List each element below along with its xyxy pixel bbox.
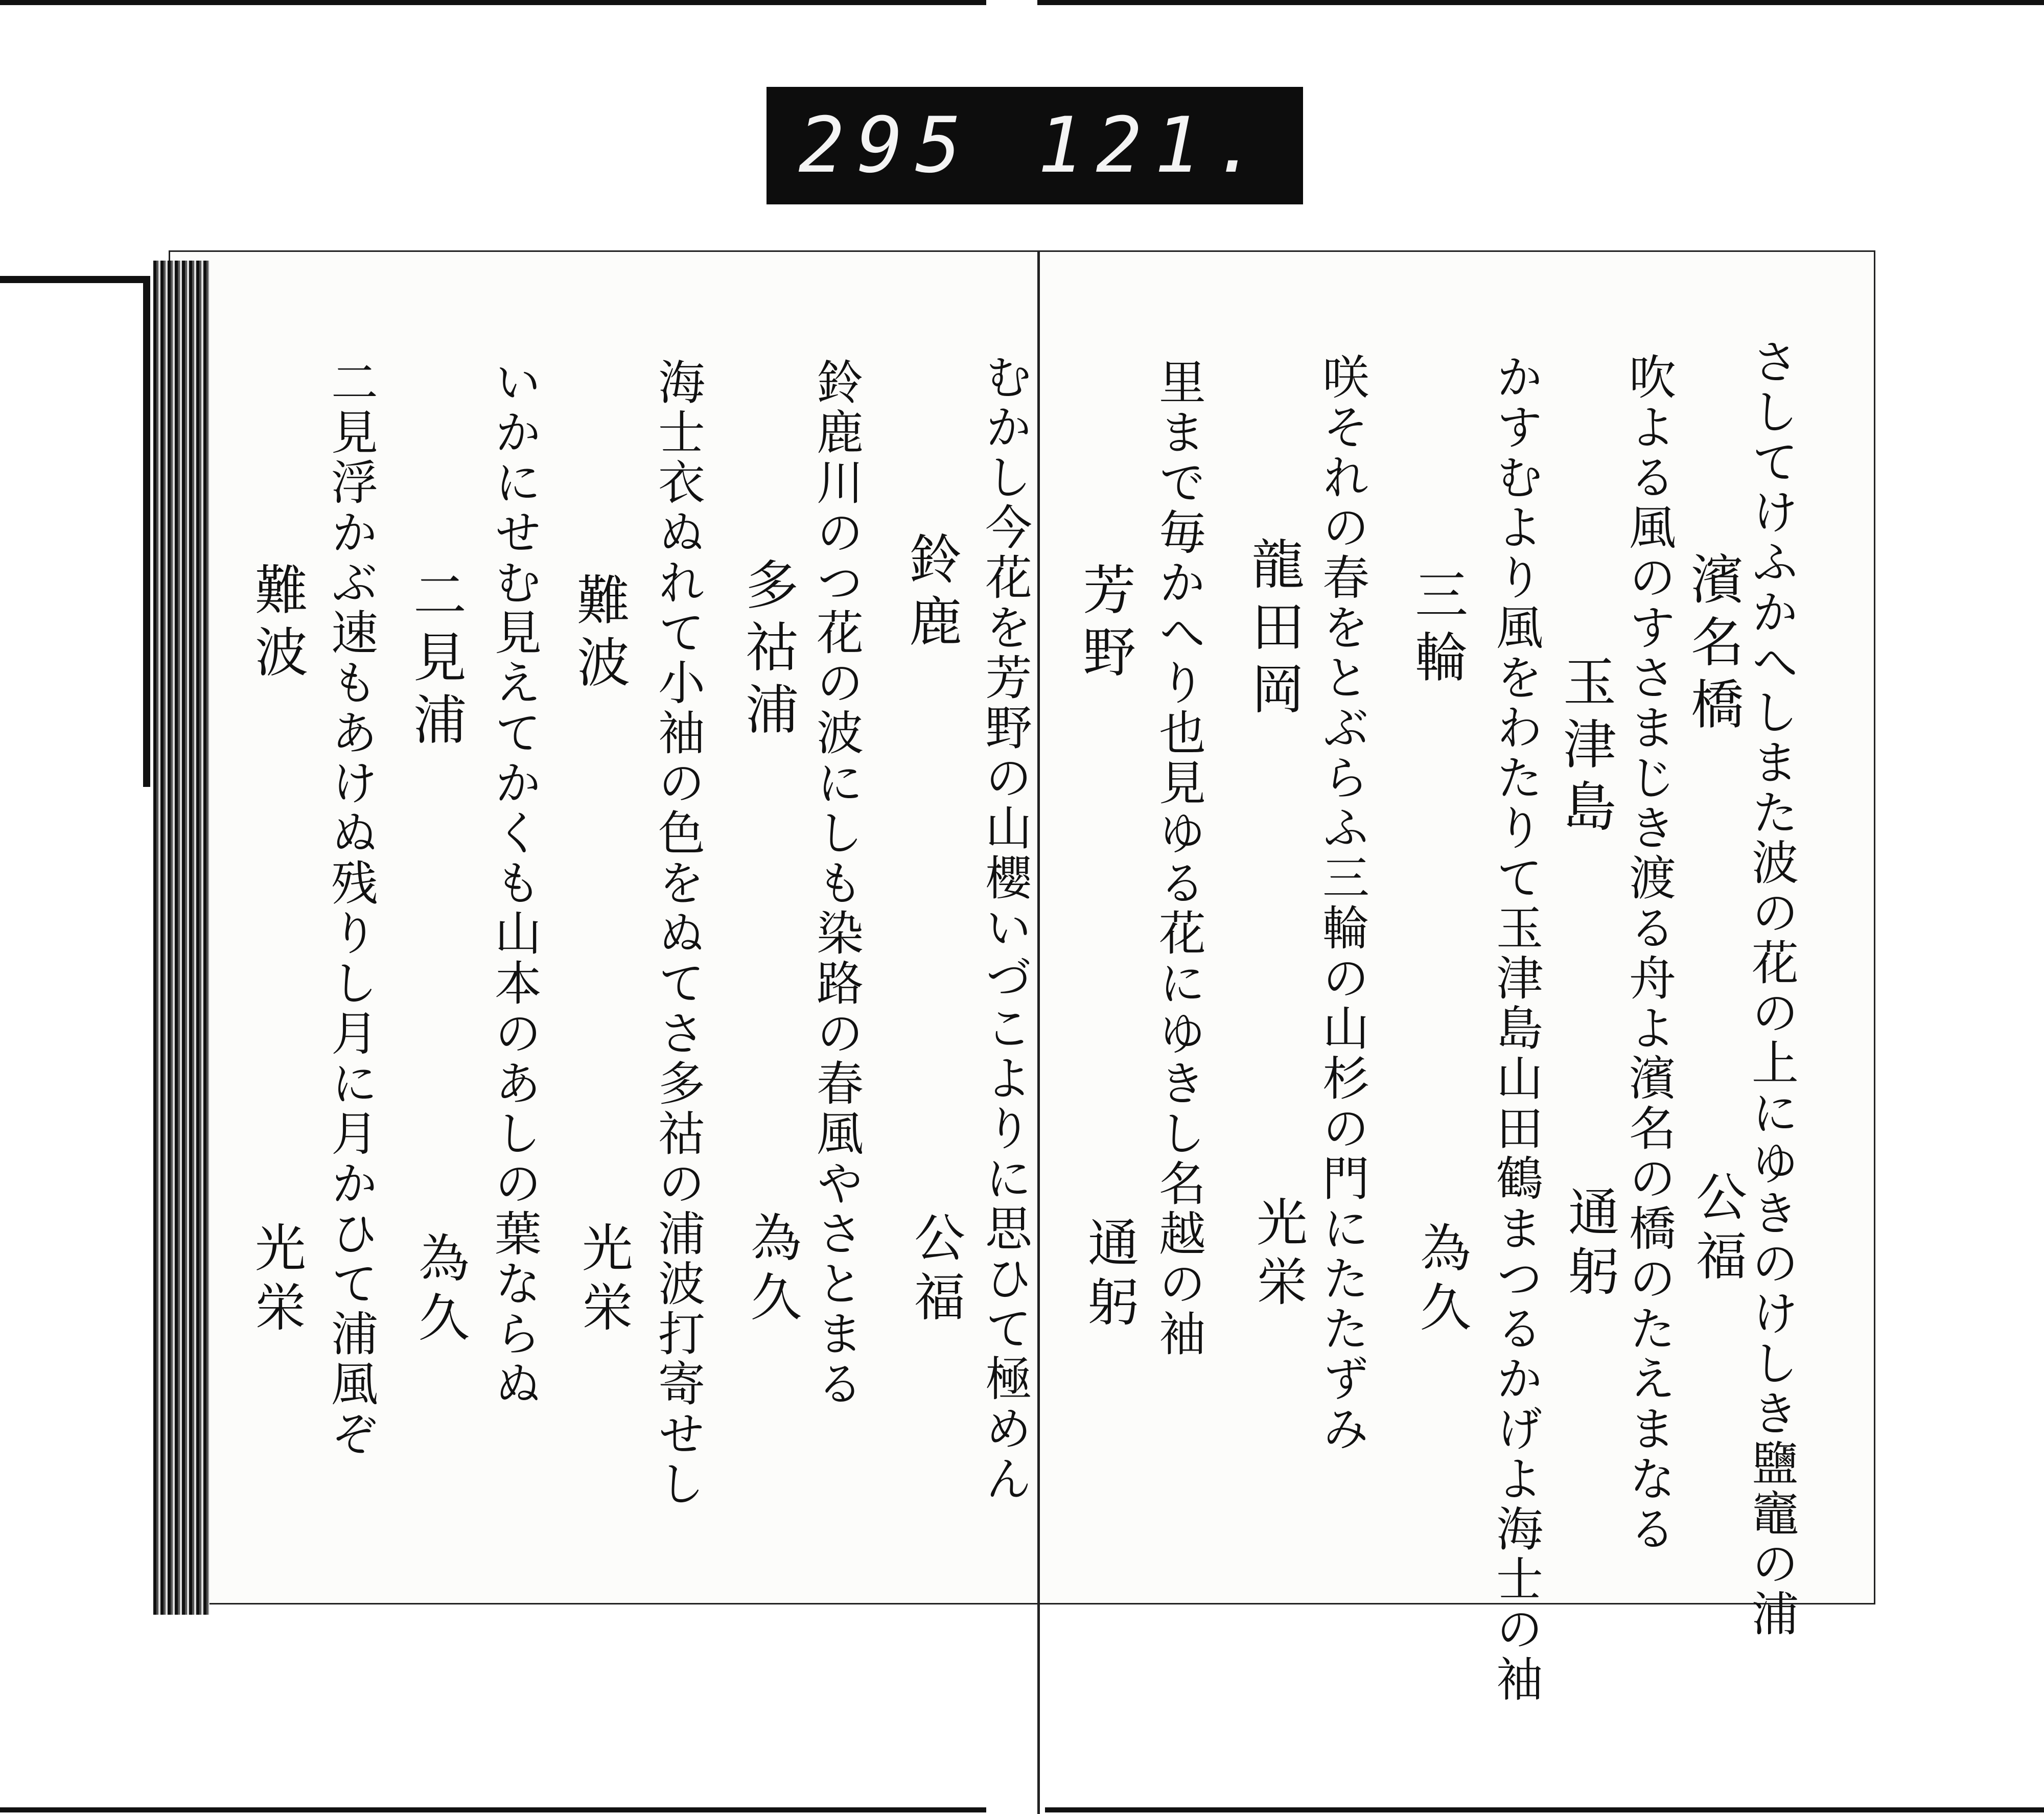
poem-line: 鈴鹿川のつ花の波にしも染路の春風やさとまる — [809, 358, 864, 1409]
poem-title: 芳野 — [1074, 562, 1136, 687]
poem-title: 難波 — [568, 572, 630, 697]
poem-line: 海士衣ぬれて小袖の色をぬてさ多祜の浦波打寄せし — [651, 358, 705, 1509]
bottom-rule-left — [0, 1807, 986, 1812]
poem-title: 濱名橋 — [1682, 552, 1744, 739]
poem-line: むかし今花を芳野の山櫻いづこよりに思ひて極めん — [978, 353, 1032, 1504]
catalog-number-left: 295 — [798, 101, 974, 190]
poem-title: 三輪 — [1406, 567, 1468, 692]
poem-title: 難波 — [246, 562, 308, 687]
poem-title: 鈴鹿 — [900, 531, 962, 656]
poem-line: さしてけふかへしまた波の花の上にゆきのけしき鹽竈の浦 — [1744, 337, 1799, 1639]
poem-line: 咲それの春をとぶらふ三輪の山杉の門にたたずみ — [1315, 353, 1369, 1454]
poem-line: かすむより風をわたりて玉津島山田鶴まつるかげよ海士の袖 — [1489, 353, 1543, 1705]
poem-author: 通躬 — [1560, 1185, 1619, 1304]
poem-line: 二見浮かぶ速もあけぬ残りし月に月かひて浦風ぞ — [323, 358, 378, 1459]
poem-author: 為久 — [410, 1231, 470, 1350]
poem-author: 為久 — [1411, 1221, 1471, 1340]
poem-author: 光栄 — [573, 1221, 633, 1340]
catalog-number-right: 121. — [1037, 101, 1271, 190]
poem-title: 玉津島 — [1554, 654, 1616, 841]
book-page-edges — [153, 261, 210, 1615]
catalog-label — [766, 87, 1303, 204]
poem-line: いかにせむ見えてかくも山本のあしの葉ならぬ — [487, 358, 542, 1409]
poem-line: 里まで毎かへり也見ゆる花にゆきし名越の袖 — [1151, 358, 1206, 1359]
page-tab-horizontal — [0, 276, 148, 283]
poem-author: 光栄 — [246, 1221, 306, 1340]
poem-author: 公福 — [905, 1211, 965, 1330]
book-gutter — [1037, 250, 1040, 1814]
poem-title: 龍田岡 — [1242, 537, 1305, 724]
poem-author: 光栄 — [1248, 1196, 1308, 1314]
poem-line: 吹よる風のすさまじき渡る舟よ濱名の橋のたえまなる — [1621, 353, 1676, 1554]
poem-author: 公福 — [1687, 1170, 1747, 1289]
page-tab-vertical — [143, 276, 150, 787]
poem-author: 為久 — [742, 1211, 802, 1330]
poem-author: 通躬 — [1079, 1216, 1139, 1335]
top-rule-left — [0, 0, 986, 5]
poem-title: 二見浦 — [404, 567, 467, 754]
bottom-rule-right — [1045, 1807, 2044, 1812]
top-rule-right — [1037, 0, 2044, 5]
poem-title: 多祜浦 — [736, 557, 799, 744]
